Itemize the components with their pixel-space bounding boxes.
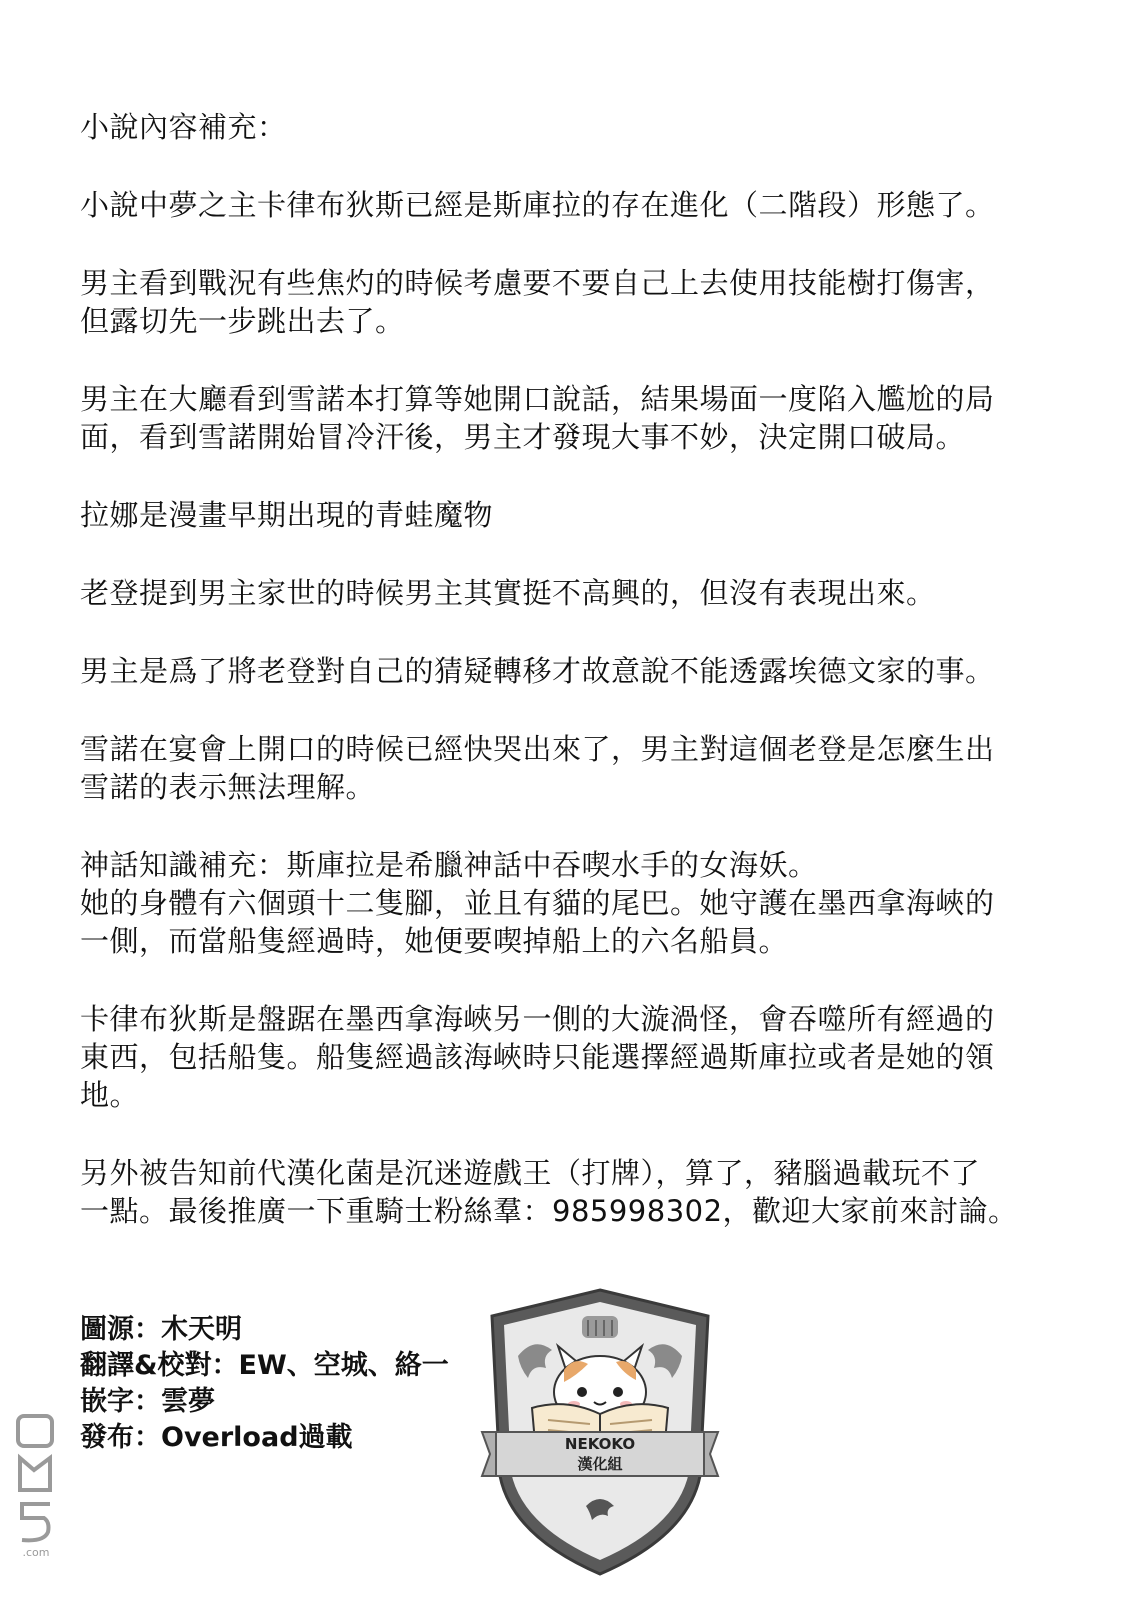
note-paragraph: 另外被告知前代漢化菌是沉迷遊戲王（打牌），算了，豬腦過載玩不了 一點。最後推廣一下重騎士粉絲羣：985998302，歡迎大家前來討論。 [80,1156,1018,1228]
credit-translation: 翻譯&校對：EW、空城、絡一 [80,1350,449,1381]
svg-text:.com: .com [22,1546,50,1559]
note-paragraph: 雪諾在宴會上開口的時候已經快哭出來了，男主對這個老登是怎麼生出 雪諾的表示無法理解。 [80,732,995,804]
nekoko-badge [478,1286,722,1578]
badge-title: NEKOKO [564,1435,636,1453]
dm5-watermark [10,1410,62,1560]
note-paragraph: 卡律布狄斯是盤踞在墨西拿海峽另一側的大漩渦怪，會吞噬所有經過的 東西，包括船隻。船隻經過該海峽時只能選擇經過斯庫拉或者是她的領 地。 [80,1002,995,1112]
note-paragraph: 拉娜是漫畫早期出現的青蛙魔物 [80,498,494,532]
cat-reading-book-shield-icon [478,1286,722,1578]
note-paragraph: 神話知識補充：斯庫拉是希臘神話中吞喫水手的女海妖。 她的身體有六個頭十二隻腳，並且有貓的尾巴。她守護在墨西拿海峽的 一側，而當船隻經過時，她便要喫掉船上的六名船員。 [80,848,995,958]
badge-subtitle: 漢化組 [577,1455,623,1473]
dm5-logo-icon [10,1410,62,1560]
notes-heading: 小說內容補充： [80,110,287,144]
credit-publish: 發布：Overload過載 [80,1422,353,1453]
credit-typesetting: 嵌字：雲夢 [80,1386,215,1417]
credits-block [80,1312,500,1456]
note-paragraph: 男主在大廳看到雪諾本打算等她開口說話，結果場面一度陷入尷尬的局 面，看到雪諾開始冒冷汗後，男主才發現大事不妙，決定開口破局。 [80,382,995,454]
note-paragraph: 男主看到戰況有些焦灼的時候考慮要不要自己上去使用技能樹打傷害， 但露切先一步跳出去了。 [80,266,995,338]
credit-source: 圖源：木天明 [80,1314,242,1345]
note-paragraph: 男主是爲了將老登對自己的猜疑轉移才故意說不能透露埃德文家的事。 [80,654,995,688]
note-paragraph: 小說中夢之主卡律布狄斯已經是斯庫拉的存在進化（二階段）形態了。 [80,188,995,222]
notes-content [80,108,1070,1270]
note-paragraph: 老登提到男主家世的時候男主其實挺不高興的，但沒有表現出來。 [80,576,936,610]
